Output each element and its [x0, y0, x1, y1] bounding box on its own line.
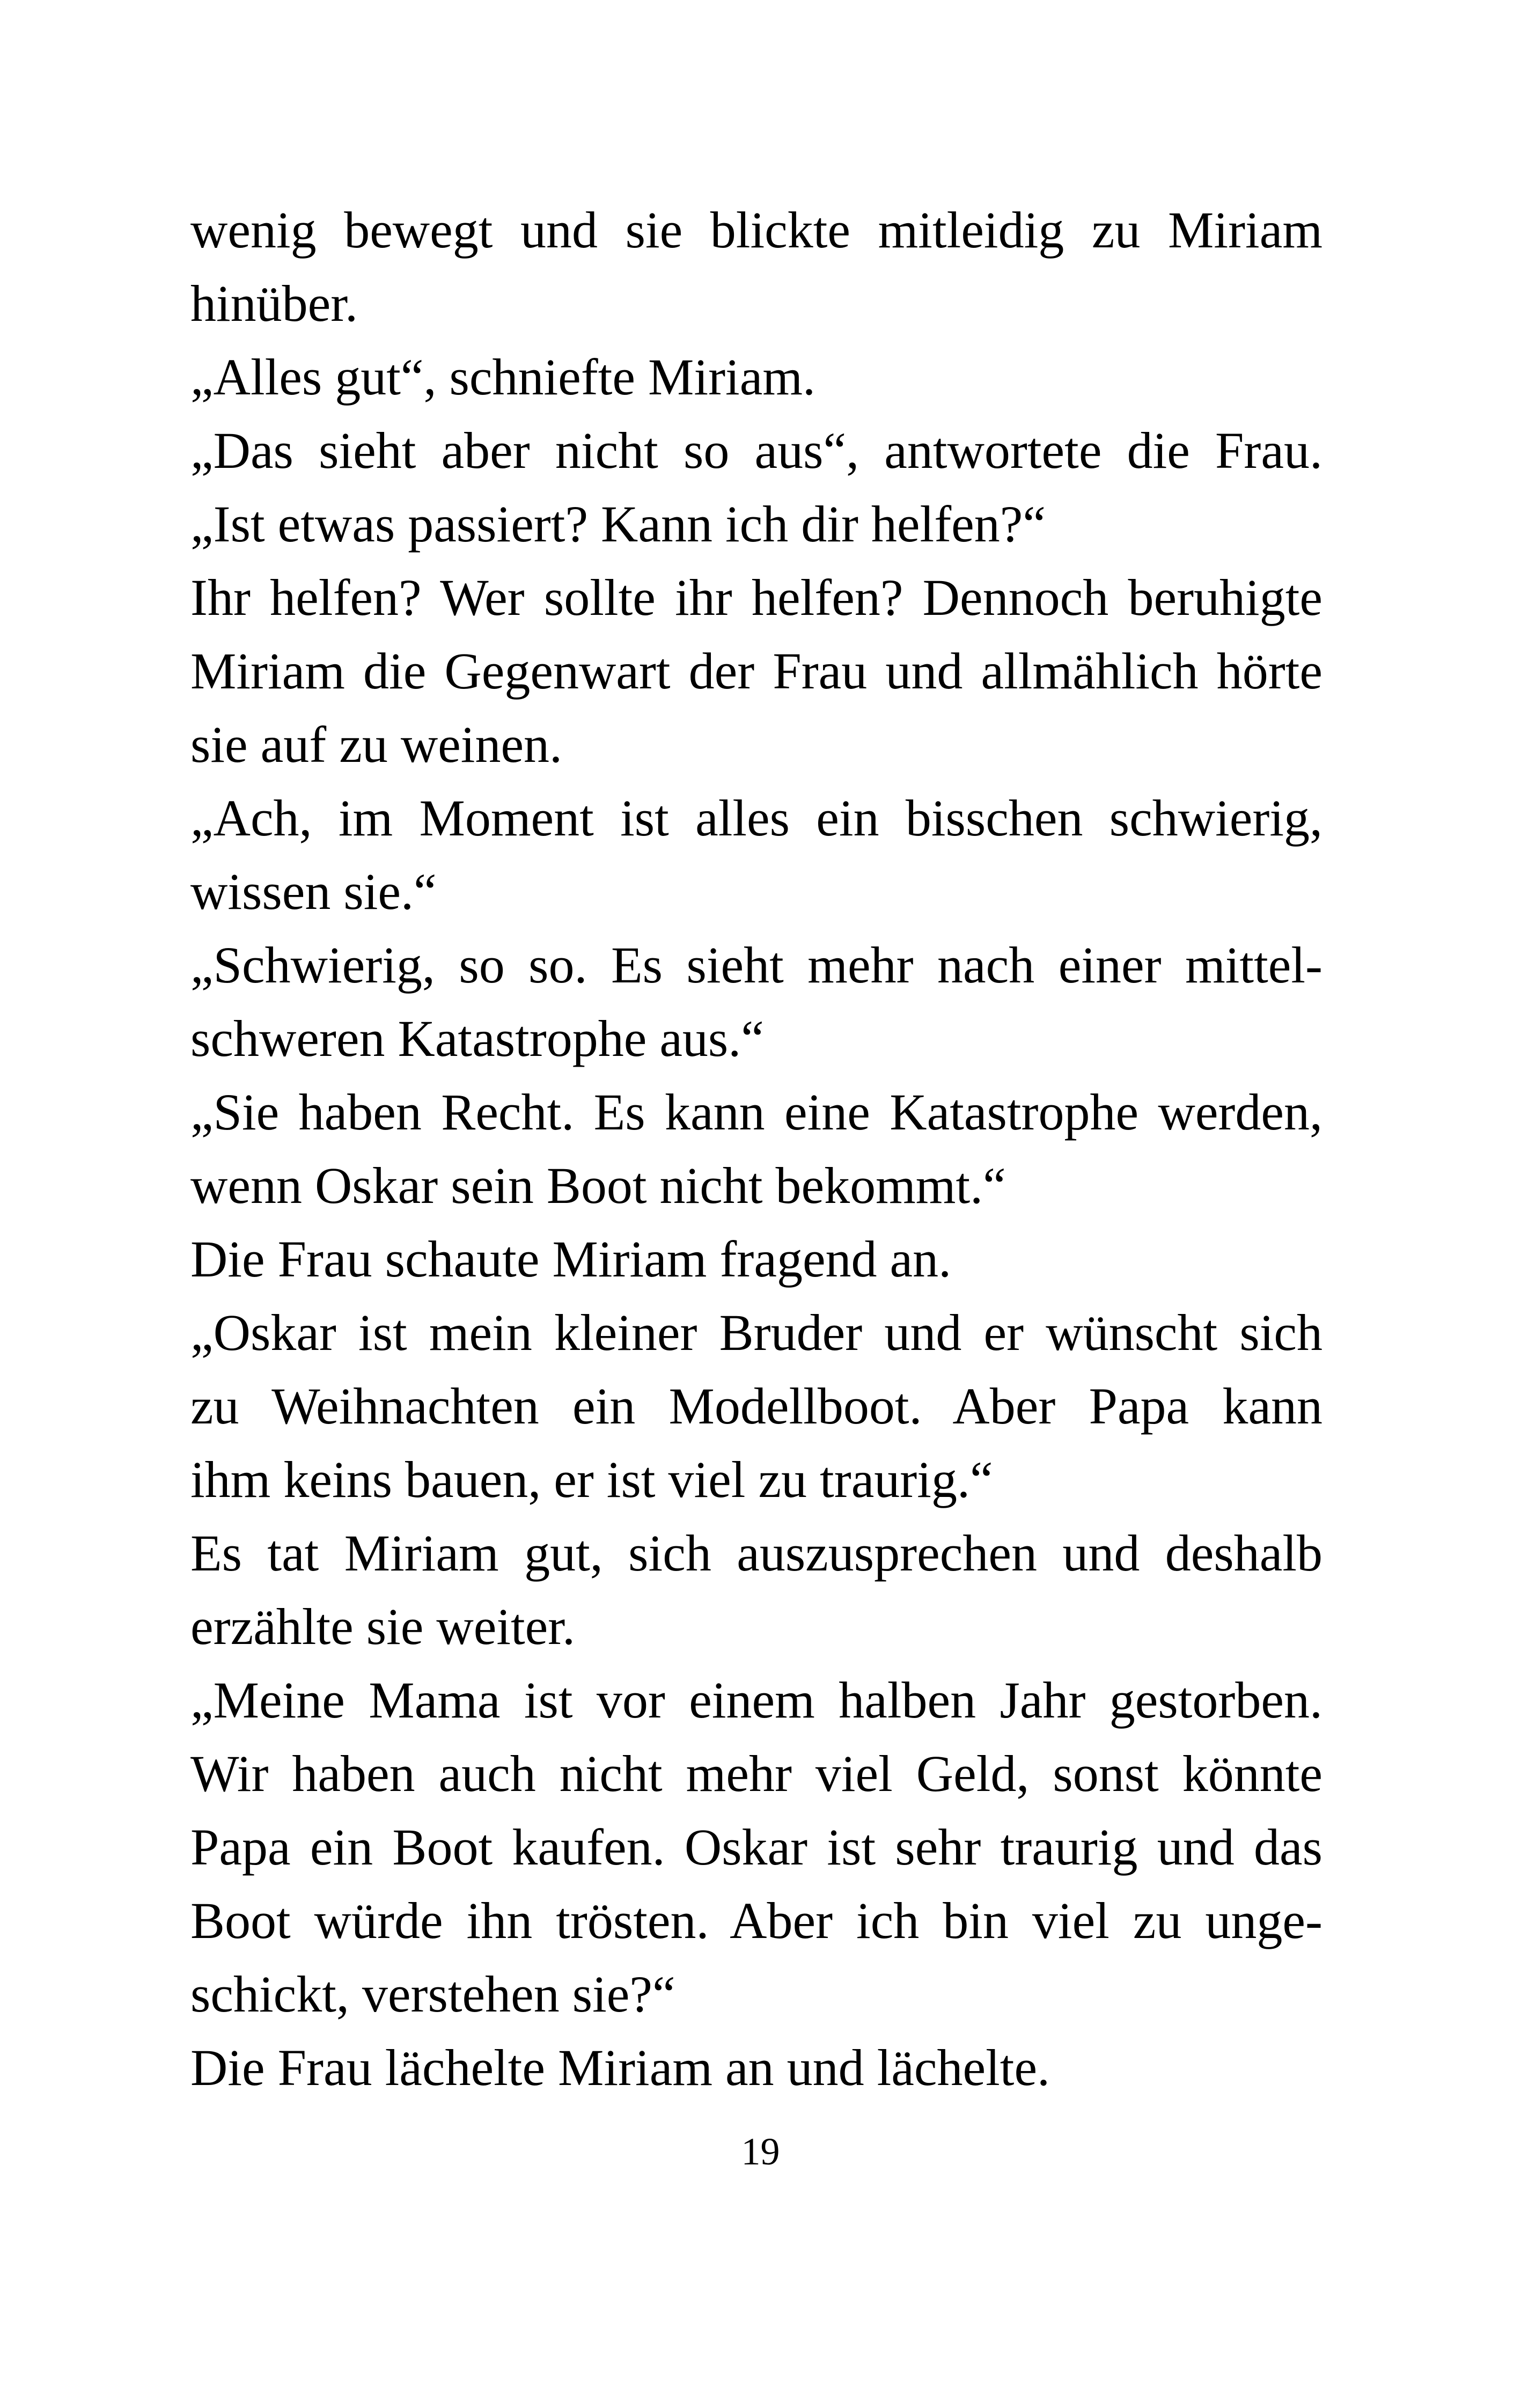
text-line: „Sie haben Recht. Es kann eine Katastrophe werden,: [190, 1083, 1322, 1141]
text-line: Wir haben auch nicht mehr viel Geld, sonst könnte: [190, 1745, 1322, 1802]
text-line: Boot würde ihn trösten. Aber ich bin viel zu unge-: [190, 1892, 1322, 1949]
text-line: „Oskar ist mein kleiner Bruder und er wünscht sich: [190, 1304, 1322, 1361]
text-line: schickt, verstehen sie?“: [190, 1965, 675, 2023]
text-line: Papa ein Boot kaufen. Oskar ist sehr traurig und das: [190, 1818, 1322, 1876]
text-line: erzählte sie weiter.: [190, 1598, 575, 1655]
text-line: „Meine Mama ist vor einem halben Jahr gestorben.: [190, 1671, 1322, 1729]
text-line: hinüber.: [190, 275, 358, 332]
text-line: ihm keins bauen, er ist viel zu traurig.“: [190, 1451, 993, 1508]
text-line: sie auf zu weinen.: [190, 716, 563, 773]
text-line: schweren Katastrophe aus.“: [190, 1010, 764, 1067]
text-line: „Ach, im Moment ist alles ein bisschen schwierig,: [190, 789, 1322, 847]
text-line: wissen sie.“: [190, 863, 437, 920]
body-text: [190, 193, 1322, 2104]
text-line: wenn Oskar sein Boot nicht bekommt.“: [190, 1157, 1006, 1214]
text-line: Ihr helfen? Wer sollte ihr helfen? Dennoch beruhigte: [190, 569, 1322, 626]
text-line: „Schwierig, so so. Es sieht mehr nach einer mittel-: [190, 936, 1322, 994]
text-line: wenig bewegt und sie blickte mitleidig zu Miriam: [190, 201, 1322, 259]
text-line: Es tat Miriam gut, sich auszusprechen und deshalb: [190, 1524, 1322, 1582]
text-line: „Das sieht aber nicht so aus“, antwortete die Frau.: [190, 422, 1322, 479]
text-line: zu Weihnachten ein Modellboot. Aber Papa kann: [190, 1377, 1322, 1435]
text-line: Die Frau lächelte Miriam an und lächelte.: [190, 2039, 1050, 2096]
text-line: „Ist etwas passiert? Kann ich dir helfen?“: [190, 495, 1046, 553]
text-line: „Alles gut“, schniefte Miriam.: [190, 348, 815, 406]
page-number: 19: [741, 2130, 780, 2173]
text-line: Die Frau schaute Miriam fragend an.: [190, 1230, 952, 1288]
text-line: Miriam die Gegenwart der Frau und allmählich hörte: [190, 642, 1322, 700]
